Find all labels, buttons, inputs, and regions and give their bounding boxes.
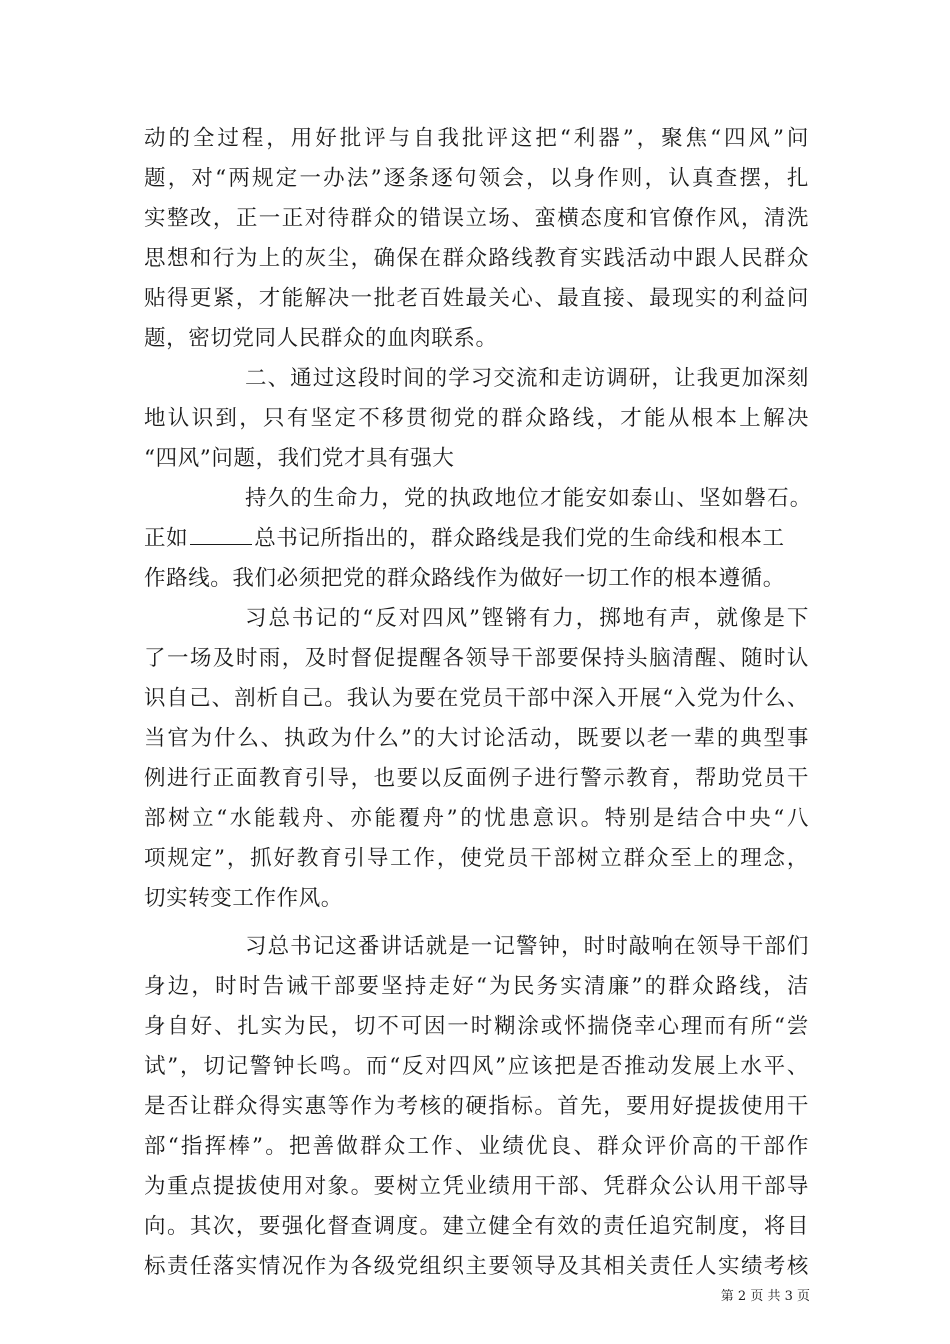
text-line: 部“指挥棒”。把善做群众工作、业绩优良、群众评价高的干部作 [144,1134,809,1159]
text-line: 部树立“水能载舟、亦能覆舟”的忧患意识。特别是结合中央“八 [144,806,809,831]
text-line: 动的全过程，用好批评与自我批评这把“利器”，聚焦“四风”问 [144,126,809,151]
text-line: 向。其次，要强化督查调度。建立健全有效的责任追究制度，将目 [144,1214,809,1239]
text-line: 题，密切党同人民群众的血肉联系。 [144,326,498,351]
text-segment: 正如 [144,526,189,551]
text-line: 识自己、剖析自己。我认为要在党员干部中深入开展“入党为什么、 [144,686,809,711]
text-line: 思想和行为上的灰尘，确保在群众路线教育实践活动中跟人民群众 [144,246,809,271]
text-line: 了一场及时雨，及时督促提醒各领导干部要保持头脑清醒、随时认 [144,646,809,671]
text-line: 切实转变工作作风。 [144,886,343,911]
text-line: 作路线。我们必须把党的群众路线作为做好一切工作的根本遵循。 [144,566,785,591]
paragraph-start: 持久的生命力，党的执政地位才能安如泰山、坚如磐石。 [245,486,813,511]
paragraph-start: 习总书记的“反对四风”铿锵有力，掷地有声，就像是下 [245,606,809,631]
paragraph-start: 习总书记这番讲话就是一记警钟，时时敲响在领导干部们 [245,934,809,959]
text-line: 为重点提拔使用对象。要树立凭业绩用干部、凭群众公认用干部导 [144,1174,809,1199]
text-line: 例进行正面教育引导，也要以反面例子进行警示教育，帮助党员干 [144,766,809,791]
text-line: 当官为什么、执政为什么”的大讨论活动，既要以老一辈的典型事 [144,726,809,751]
text-line: 是否让群众得实惠等作为考核的硬指标。首先，要用好提拔使用干 [144,1094,809,1119]
text-line: 标责任落实情况作为各级党组织主要领导及其相关责任人实绩考核 [144,1254,809,1279]
text-line: 项规定”，抓好教育引导工作，使党员干部树立群众至上的理念， [144,846,809,871]
fill-in-blank [190,522,252,545]
text-line: 试”，切记警钟长鸣。而“反对四风”应该把是否推动发展上水平、 [144,1054,809,1079]
text-line: 身自好、扎实为民，切不可因一时糊涂或怀揣侥幸心理而有所“尝 [144,1014,809,1039]
paragraph-start: 二、通过这段时间的学习交流和走访调研，让我更加深刻 [245,366,809,391]
text-line-with-blank [144,519,809,559]
text-line: 贴得更紧，才能解决一批老百姓最关心、最直接、最现实的利益问 [144,286,809,311]
text-line: 地认识到，只有坚定不移贯彻党的群众路线，才能从根本上解决 [144,406,809,431]
page-number: 第 2 页 共 3 页 [720,1289,810,1304]
text-segment: 总书记所指出的，群众路线是我们党的生命线和根本工 [254,526,785,551]
text-line: 身边，时时告诫干部要坚持走好“为民务实清廉”的群众路线，洁 [144,974,809,999]
text-line: 实整改，正一正对待群众的错误立场、蛮横态度和官僚作风，清洗 [144,206,809,231]
text-line: 题，对“两规定一办法”逐条逐句领会，以身作则，认真查摆，扎 [144,166,809,191]
text-line: “四风”问题，我们党才具有强大 [144,446,455,471]
